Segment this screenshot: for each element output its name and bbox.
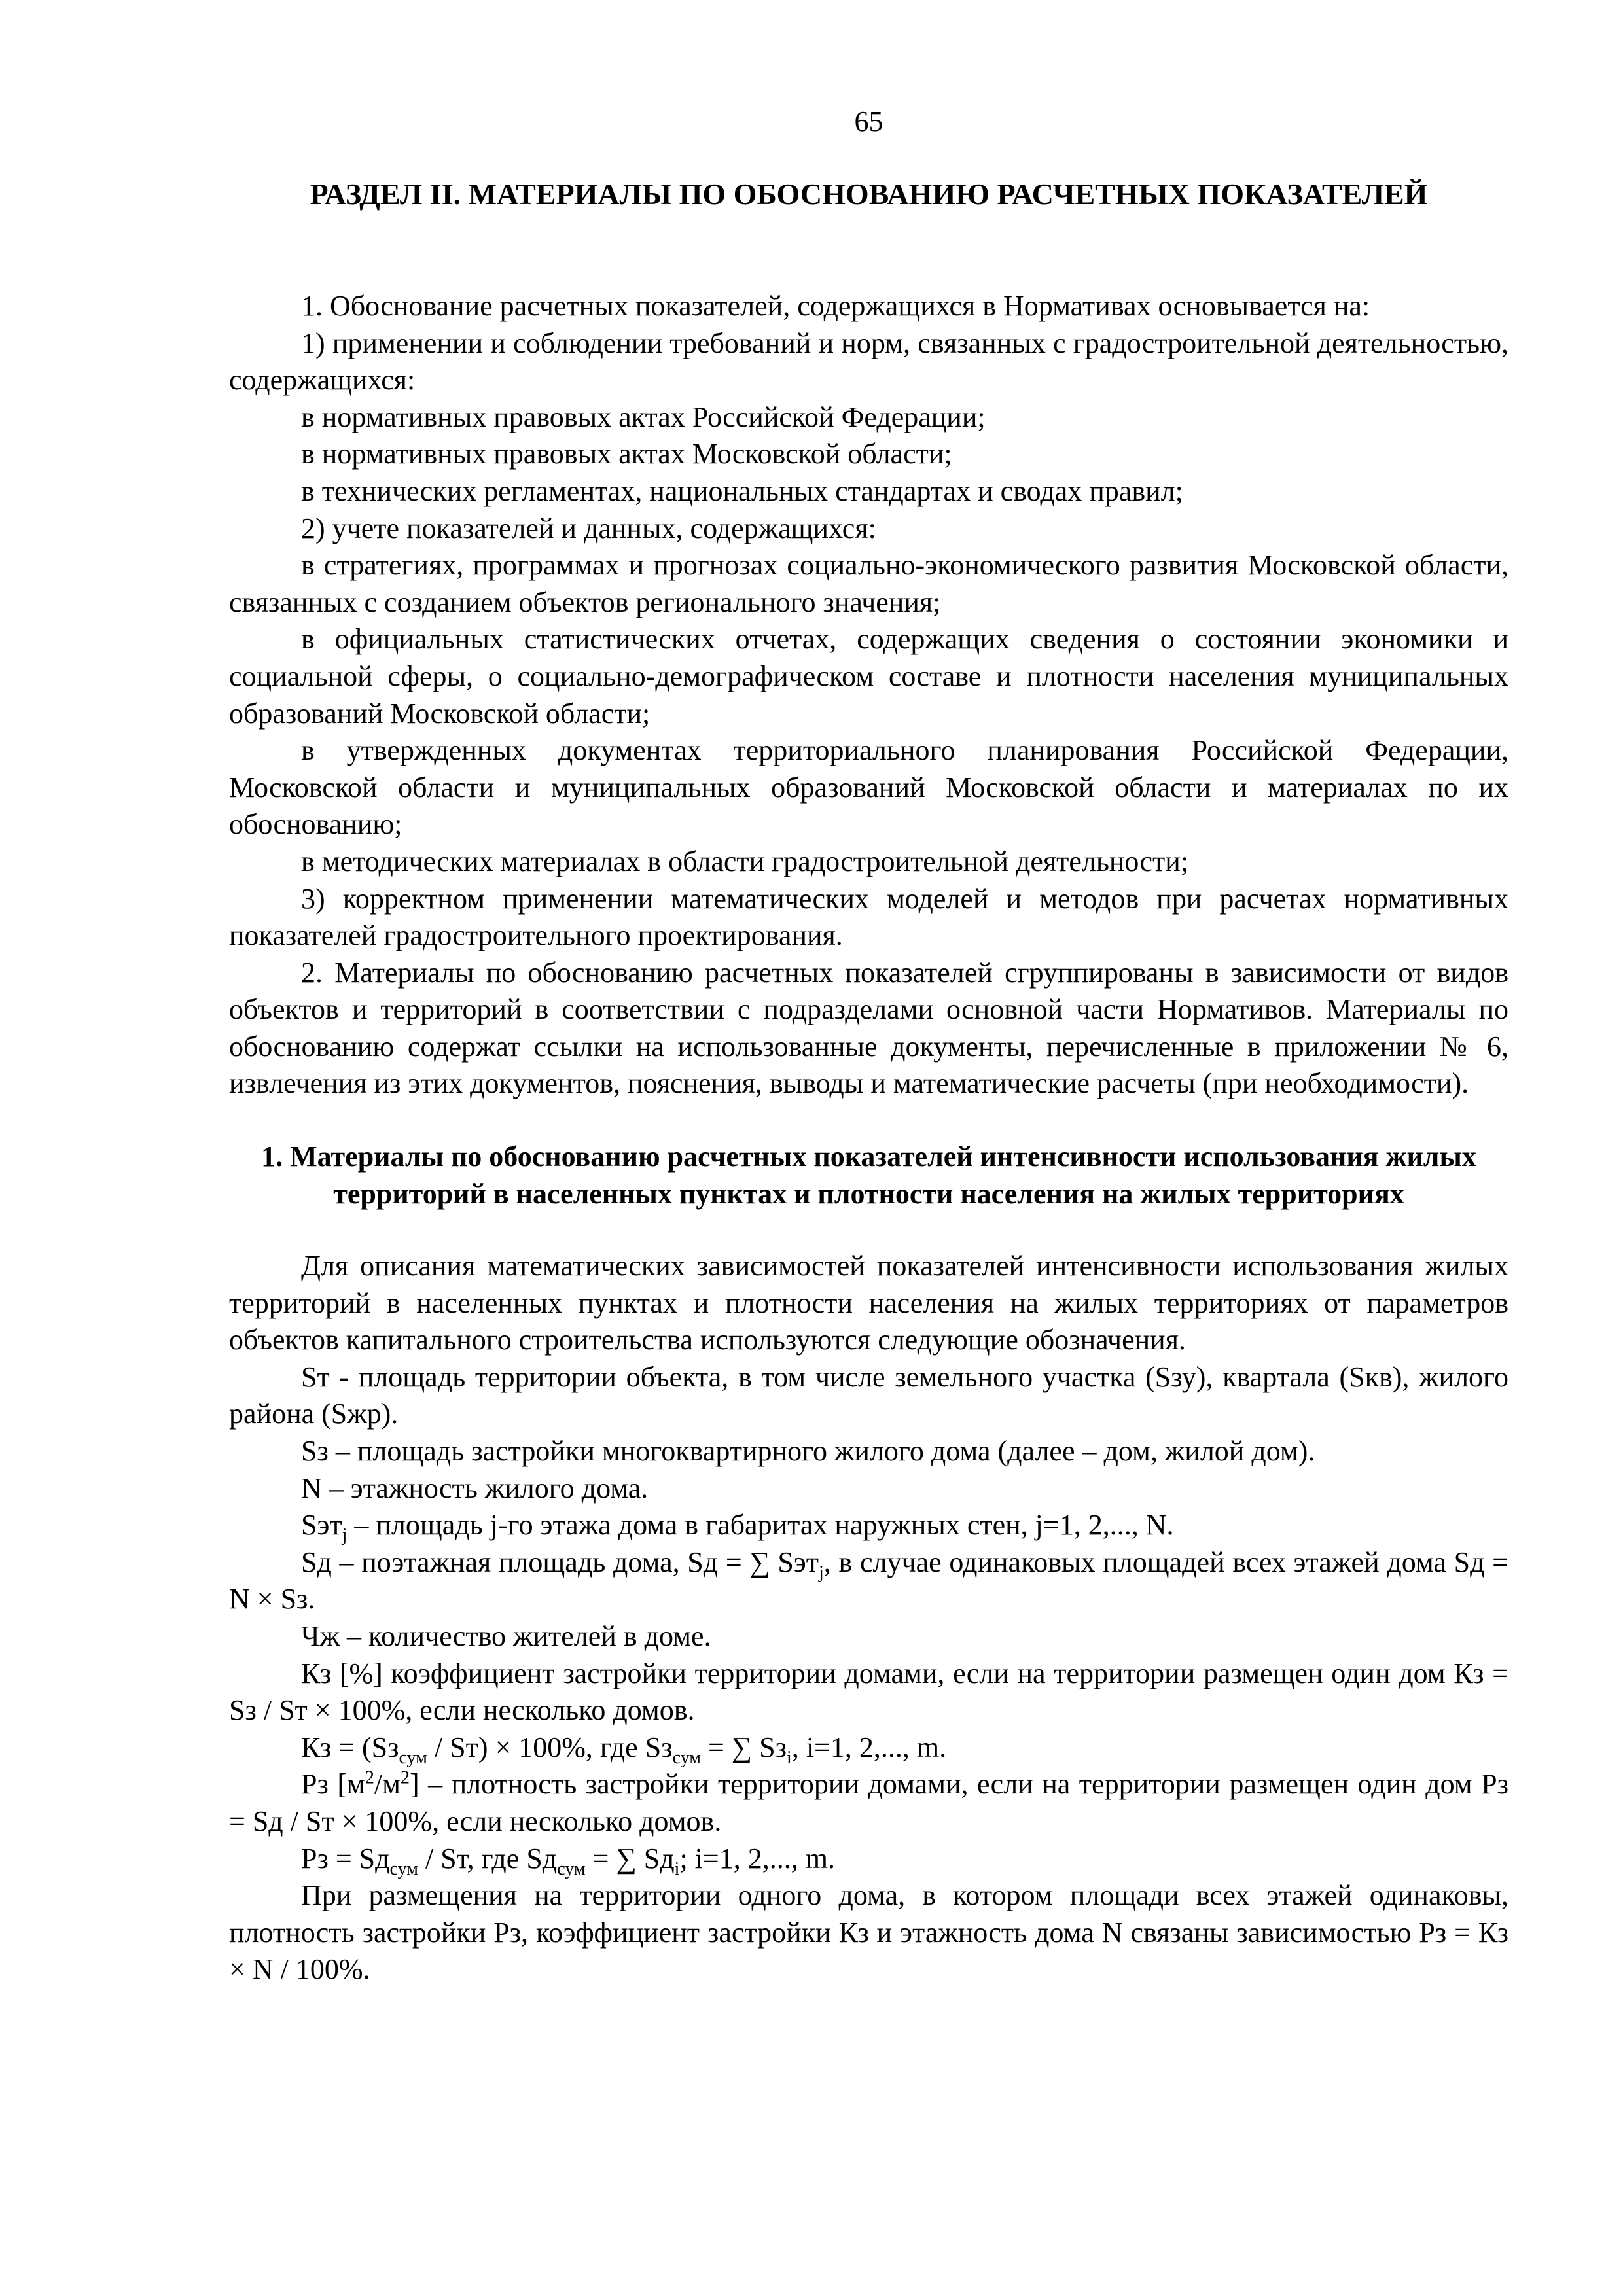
paragraph: в официальных статистических отчетах, содержащих сведения о состоянии экономики и социальной сферы, о социально-демографическом составе и плотности населения муниципальных образований Московской области; xyxy=(229,623,1508,730)
paragraph: 2. Материалы по обоснованию расчетных показателей сгруппированы в зависимости от видов объектов и территорий в соответствии с подразделами основной части Нормативов. Материалы по обоснованию содержат ссылки на использованные документы, перечисленные в приложении № 6, извлечения из этих документов, пояснения, выводы и математические расчеты (при необходимости). xyxy=(229,956,1508,1100)
paragraph: в методических материалах в области градостроительной деятельности; xyxy=(301,845,1189,877)
formula-text: Sэт xyxy=(301,1509,342,1542)
paragraph: 3) корректном применении математических моделей и методов при расчетах нормативных показателей градостроительного проектирования. xyxy=(229,882,1508,952)
formula-text: – площадь j-го этажа дома в габаритах наружных стен, j=1, 2,..., N. xyxy=(347,1509,1174,1542)
page-number: 65 xyxy=(854,105,883,137)
formula-rz2 xyxy=(229,1841,1508,1878)
paragraph: Для описания математических зависимостей показателей интенсивности использования жилых территорий в населенных пунктах и плотности населения на жилых территориях от параметров объектов капитального строительства используются следующие обозначения. xyxy=(229,1250,1508,1356)
formula-sd xyxy=(229,1544,1508,1618)
formula-text: , i=1, 2,..., m. xyxy=(791,1731,947,1763)
section-title: РАЗДЕЛ II. МАТЕРИАЛЫ ПО ОБОСНОВАНИЮ РАСЧЕТНЫХ ПОКАЗАТЕЛЕЙ xyxy=(310,177,1428,211)
formula-text: / Sт, где Sд xyxy=(418,1842,558,1875)
formula-subscript: сум xyxy=(672,1747,701,1768)
formula-subscript: сум xyxy=(399,1747,427,1768)
formula-text: , в случае одинаковых площадей всех этажей дома Sд = N × Sз. xyxy=(229,1545,1509,1616)
formula-text: / Sт) × 100%, где Sз xyxy=(427,1731,673,1763)
paragraph: Чж – количество жителей в доме. xyxy=(301,1620,711,1652)
formula-superscript: 2 xyxy=(365,1767,374,1788)
paragraph: 1) применении и соблюдении требований и норм, связанных с градостроительной деятельностью, содержащихся: xyxy=(229,327,1508,397)
formula-text: ; i=1, 2,..., m. xyxy=(679,1842,835,1875)
paragraph: в технических регламентах, национальных стандартах и сводах правил; xyxy=(301,474,1183,507)
paragraph: в нормативных правовых актах Российской Федерации; xyxy=(301,400,986,433)
paragraph: в стратегиях, программах и прогнозах социально-экономического развития Московской области, связанных с созданием объектов регионального значения; xyxy=(229,549,1508,618)
formula-subscript: сум xyxy=(557,1858,586,1879)
formula-kz1: Кз [%] коэффициент застройки территории домами, если на территории размещен один дом Кз = Sз / Sт × 100%, если несколько домов. xyxy=(229,1657,1508,1727)
formula-subscript: i xyxy=(674,1858,680,1879)
formula-subscript: j xyxy=(342,1525,348,1546)
formula-text: Рз = Sд xyxy=(301,1842,390,1875)
formula-subscript: i xyxy=(787,1747,792,1768)
subsection-title: 1. Материалы по обоснованию расчетных показателей интенсивности использования жилых территорий в населенных пунктах и плотности населения на жилых территориях xyxy=(261,1140,1476,1210)
formula-subscript: j xyxy=(819,1562,824,1583)
formula-text: Рз [м xyxy=(301,1768,365,1801)
paragraph: При размещения на территории одного дома, в котором площади всех этажей одинаковы, плотность застройки Рз, коэффициент застройки Кз и этажность дома N связаны зависимостью Рз = Кз × N / 100%. xyxy=(229,1879,1508,1986)
paragraph: в утвержденных документах территориального планирования Российской Федерации, Московской области и муниципальных образований Московской области и материалах по их обоснованию; xyxy=(229,734,1508,841)
formula-superscript: 2 xyxy=(400,1767,410,1788)
formula-text: = ∑ Sз xyxy=(700,1731,787,1763)
paragraph: в нормативных правовых актах Московской области; xyxy=(301,438,952,470)
paragraph: N – этажность жилого дома. xyxy=(301,1472,649,1504)
formula-text: = ∑ Sд xyxy=(585,1842,675,1875)
paragraph: Sт - площадь территории объекта, в том числе земельного участка (Sзу), квартала (Sкв), жилого района (Sжр). xyxy=(229,1360,1508,1430)
formula-text: /м xyxy=(374,1768,401,1801)
document-body xyxy=(229,288,1508,1988)
formula-subscript: сум xyxy=(389,1858,418,1879)
formula-text: Кз = (Sз xyxy=(301,1731,399,1763)
paragraph: Sз – площадь застройки многоквартирного жилого дома (далее – дом, жилой дом). xyxy=(301,1435,1315,1468)
formula-text: Sд – поэтажная площадь дома, Sд = ∑ Sэт xyxy=(301,1545,819,1578)
formula-rz1 xyxy=(229,1766,1508,1840)
paragraph: 2) учете показателей и данных, содержащихся: xyxy=(301,512,876,544)
document-page xyxy=(229,0,1508,2296)
formula-setj xyxy=(229,1507,1508,1544)
formula-text: ] – плотность застройки территории домами, если на территории размещен один дом Рз = Sд / Sт × 100%, если несколько домов. xyxy=(229,1768,1508,1837)
paragraph: 1. Обоснование расчетных показателей, содержащихся в Нормативах основывается на: xyxy=(301,290,1370,322)
formula-kz2 xyxy=(229,1729,1508,1767)
